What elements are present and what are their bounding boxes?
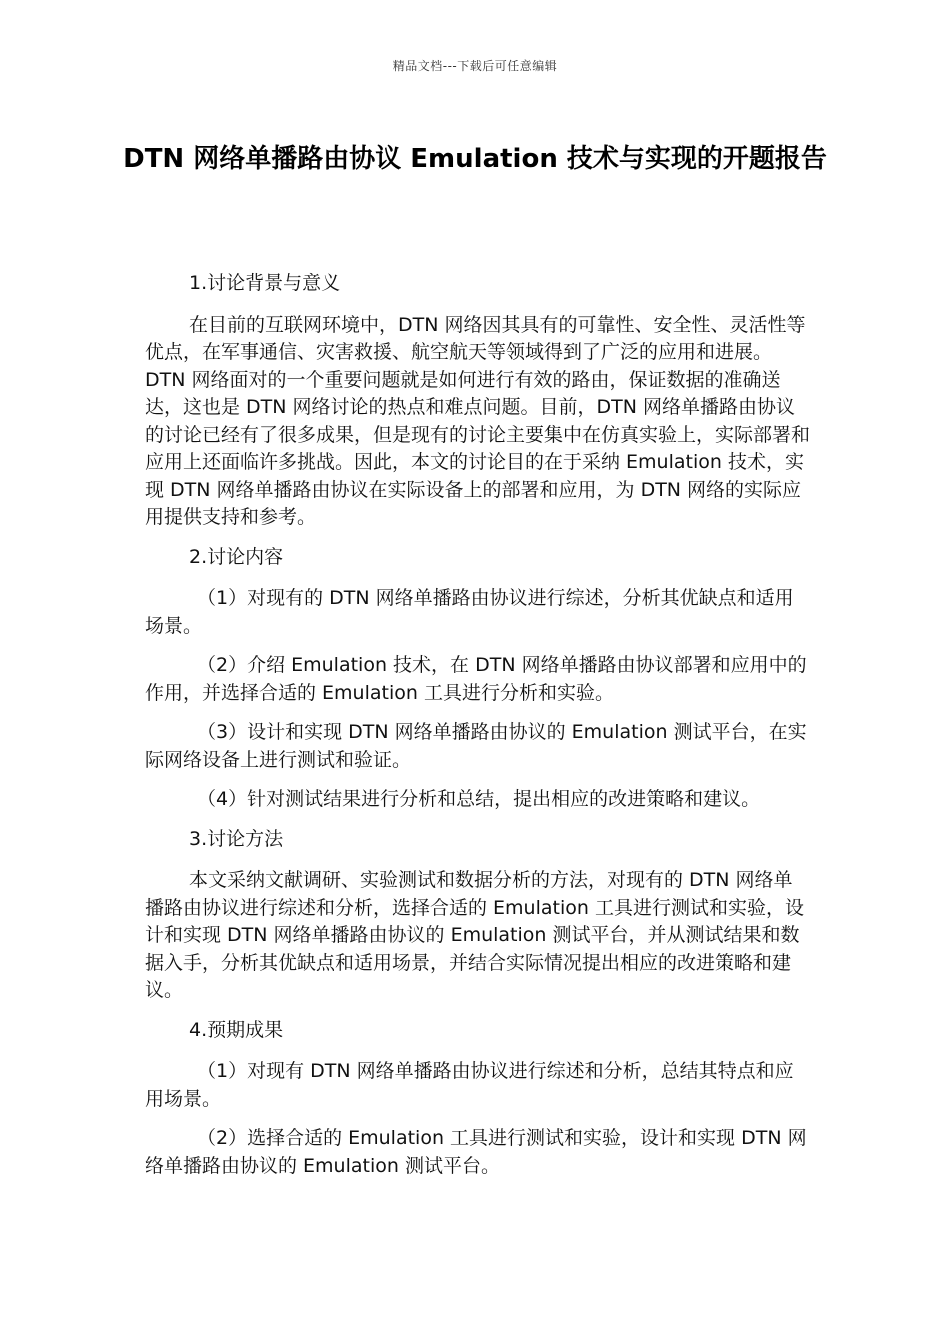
list-item: （3）设计和实现 DTN 网络单播路由协议的 Emulation 测试平台，在实际网络设备上进行测试和验证。 bbox=[145, 721, 807, 771]
header-watermark: 精品文档---下载后可任意编辑 bbox=[392, 59, 558, 73]
paragraph-method: 本文采纳文献调研、实验测试和数据分析的方法，对现有的 DTN 网络单播路由协议进行综述和分析，选择合适的 Emulation 工具进行测试和实验，设计和实现 DTN 网络单播路由协议的 Emulation 测试平台，并从测试结果和数据入手，分析其优缺点和适用场景，并结合实际情况提出相应的改进策略和建议。 bbox=[145, 869, 804, 1001]
document-title: DTN 网络单播路由协议 Emulation 技术与实现的开题报告 bbox=[123, 144, 827, 174]
list-item: （2）选择合适的 Emulation 工具进行测试和实验，设计和实现 DTN 网络单播路由协议的 Emulation 测试平台。 bbox=[145, 1127, 807, 1177]
list-item: （4）针对测试结果进行分析和总结，提出相应的改进策略和建议。 bbox=[197, 788, 761, 810]
paragraph-background: 在目前的互联网环境中，DTN 网络因其具有的可靠性、安全性、灵活性等优点，在军事通信、灾害救援、航空航天等领域得到了广泛的应用和进展。DTN 网络面对的一个重要问题就是如何进行有效的路由，保证数据的准确送达，这也是 DTN 网络讨论的热点和难点问题。目前，DTN 网络单播路由协议的讨论已经有了很多成果，但是现有的讨论主要集中在仿真实验上，实际部署和应用上还面临许多挑战。因此，本文的讨论目的在于采纳 Emulation 技术，实现 DTN 网络单播路由协议在实际设备上的部署和应用，为 DTN 网络的实际应用提供支持和参考。 bbox=[145, 313, 811, 528]
document-body bbox=[145, 270, 810, 1192]
section-heading-background: 1.讨论背景与意义 bbox=[189, 272, 341, 294]
list-item: （1）对现有的 DTN 网络单播路由协议进行综述，分析其优缺点和适用场景。 bbox=[145, 587, 794, 637]
list-item: （1）对现有 DTN 网络单播路由协议进行综述和分析，总结其特点和应用场景。 bbox=[145, 1060, 794, 1110]
section-heading-method: 3.讨论方法 bbox=[189, 827, 284, 850]
section-heading-results: 4.预期成果 bbox=[189, 1018, 284, 1041]
section-heading-content: 2.讨论内容 bbox=[189, 545, 284, 568]
list-item: （2）介绍 Emulation 技术，在 DTN 网络单播路由协议部署和应用中的作用，并选择合适的 Emulation 工具进行分析和实验。 bbox=[145, 654, 807, 704]
